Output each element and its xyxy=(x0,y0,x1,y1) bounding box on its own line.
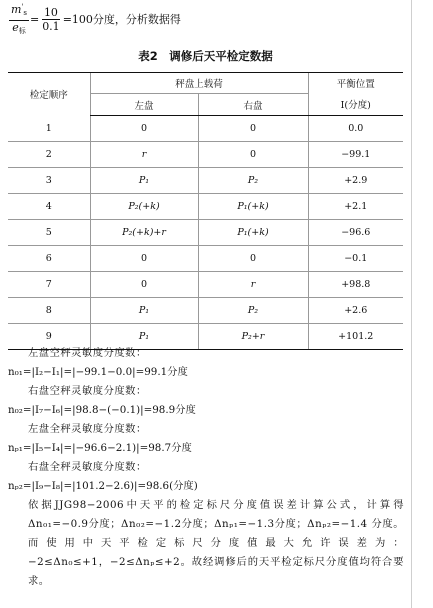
label-left-full-sensitivity: 左盘全秤灵敏度分度数： xyxy=(28,423,147,435)
fraction-m-over-e: $\frac{m'_s}{e_标}$ xyxy=(11,2,27,35)
header-balance: 平衡位置 xyxy=(308,73,403,94)
table-row: 6 0 0 −0.1 xyxy=(8,246,403,272)
table-row: 2 r 0 −99.1 xyxy=(8,142,403,168)
label-right-empty-sensitivity: 右盘空秤灵敏度分度数： xyxy=(28,385,147,397)
header-left-pan: 左盘 xyxy=(90,94,198,116)
table-row: 7 0 r +98.8 xyxy=(8,272,403,298)
table-row: 5 P₂(+k)+r P₁(+k) −96.6 xyxy=(8,220,403,246)
table-caption: 表2 调修后天平检定数据 xyxy=(138,49,273,63)
conclusion-paragraph: 依据JJG98−2006中天平的检定标尺分度值误差计算公式，计算得Δn₀₁=−0.9分度；Δn₀₂=−1.2分度；Δnₚ₁=−1.3分度；Δnₚ₂=−1.4 分度。而使用中天平检定标尺分度值最大允许误差为：−2≤Δn₀≤+1，−2≤Δnₚ≤+2。故经调修后的天平检定标尺分度值均符合要求。 xyxy=(28,499,404,587)
formula-n01: n₀₁=|I₂−I₁|=|−99.1−0.0|=99.1分度 xyxy=(8,366,188,378)
calibration-data-table xyxy=(8,72,403,350)
formula-np1: nₚ₁=|I₅−I₄|=|−96.6−2.1)|=98.7分度 xyxy=(8,442,192,454)
formula-result: =100分度，分析数据得 xyxy=(62,13,181,26)
header-balance-unit: I(分度) xyxy=(308,94,403,116)
header-sequence: 检定顺序 xyxy=(8,73,90,116)
label-right-full-sensitivity: 右盘全秤灵敏度分度数： xyxy=(28,461,147,473)
label-left-empty-sensitivity: 左盘空秤灵敏度分度数： xyxy=(28,347,147,359)
table-row: 4 P₂(+k) P₁(+k) +2.1 xyxy=(8,194,403,220)
table-row: 8 P₁ P₂ +2.6 xyxy=(8,298,403,324)
header-right-pan: 右盘 xyxy=(198,94,308,116)
formula-n02: n₀₂=|I₇−I₆|=|98.8−(−0.1)|=98.9分度 xyxy=(8,404,196,416)
column-divider xyxy=(411,0,412,608)
body-text xyxy=(8,344,404,591)
table-row: 3 P₁ P₂ +2.9 xyxy=(8,168,403,194)
sensitivity-formula: $\frac{m'_s}{e_标}$ = $\frac{10}{0.1}$ =100分度，分析数据得 xyxy=(8,4,181,34)
fraction-10-over-01: $\frac{10}{0.1}$ xyxy=(42,5,60,33)
formula-np2: nₚ₂=|I₉−I₈|=|101.2−2.6)|=98.6(分度) xyxy=(8,480,198,492)
header-pan-load: 秤盘上载荷 xyxy=(90,73,308,94)
table-row: 1 0 0 0.0 xyxy=(8,116,403,142)
table-row: 9 P₁ P₂+r +101.2 xyxy=(8,324,403,350)
